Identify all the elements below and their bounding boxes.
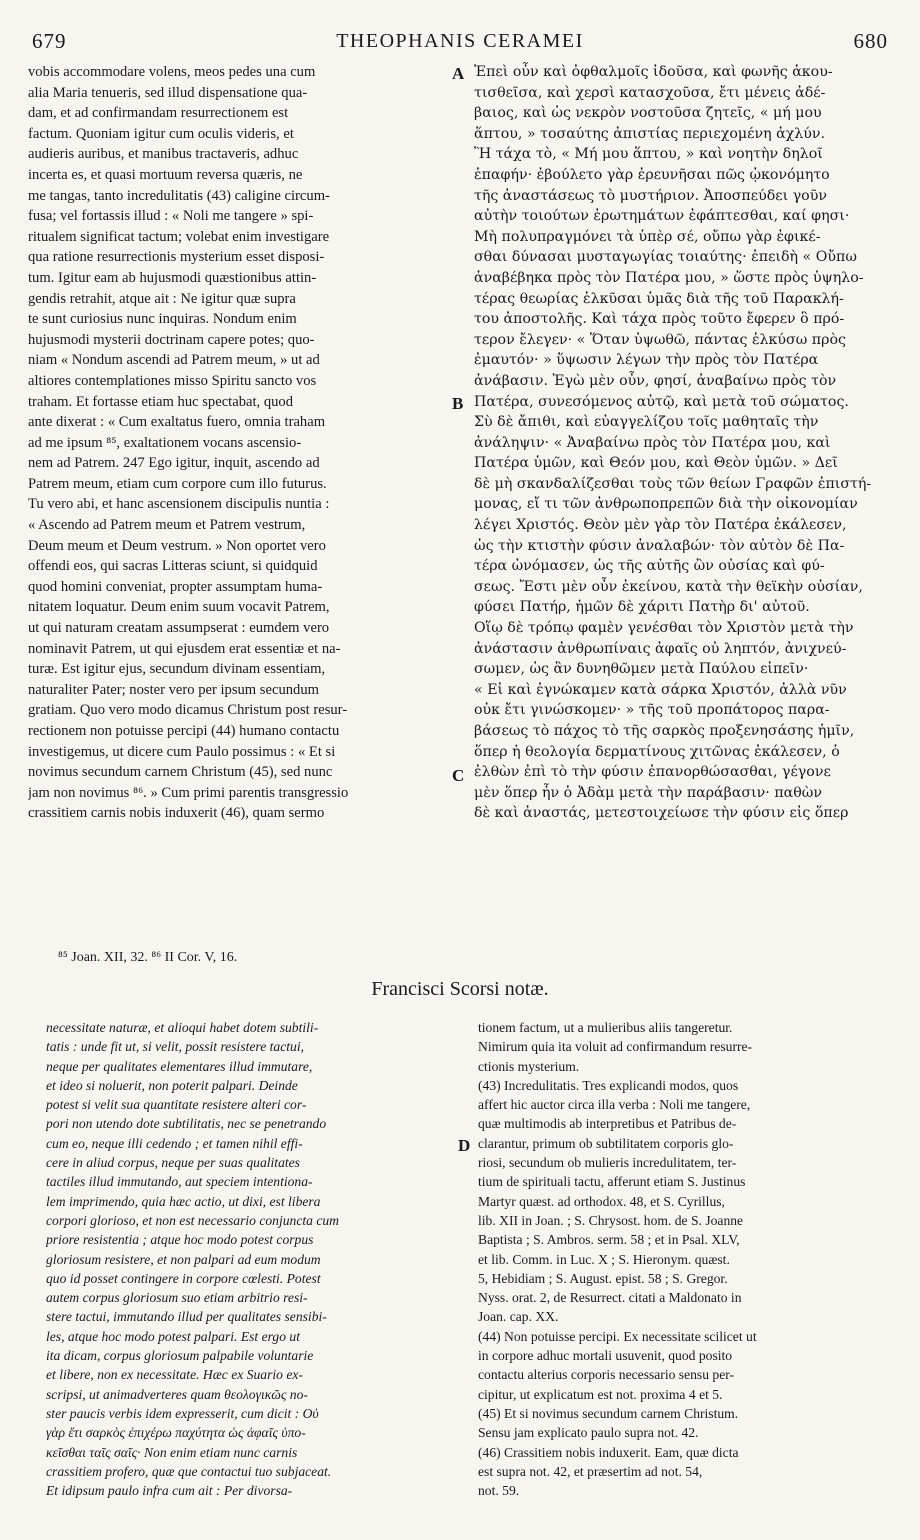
text-line: scripsi, ut animadverteres quam θεολογικῶς no- — [46, 1386, 308, 1402]
text-line: te sunt curiosius nunc inquiras. Nondum enim — [28, 311, 297, 328]
text-line: vobis accommodare volens, meos pedes una cum — [28, 64, 316, 80]
text-line: me tangas, tanto incredulitatis (43) caligine circum- — [28, 187, 330, 204]
text-line: ἐλθὼν ἐπὶ τὸ τὴν φύσιν ἐπανορθώσασθαι, γέγονε — [474, 764, 831, 781]
text-line: Ἢ τάχα τὸ, « Μή μου ἅπτου, » καὶ νοητὴν δηλοῖ — [474, 146, 823, 163]
margin-marker-b: B — [452, 394, 464, 413]
text-line: (45) Et si novimus secundum carnem Christum. — [478, 1405, 739, 1421]
text-line: ante dixerat : « Cum exaltatus fuero, omnia traham — [28, 414, 326, 431]
text-line: μὲν ὅπερ ἦν ὁ Ἀδὰμ μετὰ τὴν παράβασιν· παθὼν — [474, 784, 822, 801]
text-line: quæ multimodis ab interpretibus et Patribus de- — [478, 1116, 737, 1132]
text-line: Joan. cap. XX. — [478, 1309, 559, 1325]
text-line: ut qui naturam creatam assumpserat : eumdem vero — [28, 620, 330, 637]
text-line: turæ. Est igitur ejus, secundum divinam essentiam, — [28, 661, 326, 678]
text-line: Deum meum et Deum vestrum. » Non oportet vero — [28, 537, 326, 554]
text-line: βαιος, καὶ ὡς νεκρὸν νοστοῦσα ζητεῖς, « μή μου — [474, 105, 822, 122]
text-line: ὅπερ ἡ θεολογία δερματίνους χιτῶνας ἐκάλεσεν, ὁ — [474, 743, 840, 760]
page-number-left: 679 — [32, 28, 67, 53]
notes-section-title: Francisci Scorsi notæ. — [371, 978, 549, 1000]
text-line: potest si velit sua quantitate resistere alteri cor- — [46, 1097, 307, 1113]
text-line: Σὺ δὲ ἄπιθι, καὶ εὐαγγελίζου τοῖς μαθηταῖς τὴν — [474, 414, 819, 431]
text-line: Martyr quæst. ad orthodox. 48, et S. Cyrillus, — [478, 1193, 725, 1209]
text-line: τέρας θεωρίας ἑλκῦσαι ὑμᾶς διὰ τῆς τοῦ Παρακλή- — [474, 290, 844, 307]
text-line: Nimirum quia ita voluit ad confirmandum resurre- — [478, 1039, 753, 1055]
text-line: riosi, secundum ob mulieris incredulitatem, ter- — [478, 1155, 737, 1171]
text-line: jam non novimus ⁸⁶. » Cum primi parentis transgressio — [28, 784, 349, 801]
text-line: οὐκ ἔτι γινώσκομεν· » τῆς τοῦ προπάτορος παρα- — [474, 702, 830, 719]
text-line: qua ratione resurrectionis mysterium esset disposi- — [28, 249, 325, 266]
text-line: audieris auribus, et manibus tractaveris, adhuc — [28, 146, 299, 163]
text-line: et libere, non ex necessitate. Hæc ex Suario ex- — [46, 1367, 303, 1383]
text-line: rectionem non potuisse percipi (44) humano contactu — [28, 723, 340, 739]
text-line: naturaliter Pater; noster vero per ipsum secundum — [28, 681, 319, 698]
text-line: lem imprimendo, quia hæc actio, ut dixi, est libera — [46, 1193, 321, 1209]
text-line: novimus secundum carnem Christum (45), sed nunc — [28, 764, 333, 781]
text-line: Patrem meum, etiam cum corpore cum illo futurus. — [28, 475, 327, 492]
text-line: tum. Igitur eam ab hujusmodi quæstionibus attin- — [28, 269, 317, 286]
text-line: « Ascendo ad Patrem meum et Patrem vestrum, — [28, 517, 306, 534]
text-line: σεως. Ἔστι μὲν οὖν ἐκείνου, κατὰ τὴν θεϊκὴν οὐσίαν, — [474, 578, 863, 595]
text-line: λέγει Χριστός. Θεὸν μὲν γὰρ τὸν Πατέρα ἐκάλεσεν, — [474, 517, 847, 534]
text-line: tium de spirituali tactu, afferunt etiam S. Justinus — [478, 1174, 746, 1190]
text-line: clarantur, primum ob subtilitatem corporis glo- — [478, 1135, 734, 1151]
text-line: βάσεως τὸ πάχος τὸ τῆς σαρκὸς προξενησάσης ἡμῖν, — [474, 723, 855, 739]
page-number-right: 680 — [853, 28, 888, 53]
text-line: 5, Hebidiam ; S. August. epist. 58 ; S. Gregor. — [478, 1270, 728, 1286]
text-line: δὲ μὴ σκανδαλίζεσθαι τοὺς τῶν θείων Γραφῶν ἐπιστή- — [474, 475, 872, 492]
text-line: et ideo si noluerit, non poterit palpari. Deinde — [46, 1077, 298, 1093]
text-line: niam « Nondum ascendi ad Patrem meum, » ut ad — [28, 352, 320, 369]
text-line: les, atque hoc modo potest palpari. Est ergo ut — [46, 1328, 300, 1344]
text-line: τισθεῖσα, καὶ χερσὶ κατασχοῦσα, ἔτι μένεις ἀδέ- — [474, 84, 826, 101]
text-line: Πατέρα, συνεσόμενος αὐτῷ, καὶ μετὰ τοῦ σώματος. — [474, 393, 849, 410]
text-line: ἀνάβασιν. Ἐγὼ μὲν οὖν, φησί, ἀναβαίνω πρὸς τὸν — [474, 372, 837, 389]
text-line: (46) Crassitiem nobis induxerit. Eam, quæ dicta — [478, 1444, 739, 1460]
text-line: factum. Quoniam igitur cum oculis videris, et — [28, 125, 294, 142]
greek-text-column — [474, 62, 892, 824]
page-header — [32, 26, 888, 56]
text-line: priore resistentia ; atque hoc modo potest corpus — [46, 1232, 314, 1248]
text-line: δὲ καὶ ἀναστάς, μετεστοιχείωσε τὴν φύσιν εἰς ὅπερ — [474, 805, 849, 822]
text-line: ἐπαφήν· ἐβούλετο γὰρ ἐρευνῆσαι πῶς ᾠκονόμητο — [474, 166, 830, 183]
margin-marker-a: A — [452, 64, 465, 83]
text-line: pori non utendo dote subtilitatis, nec se penetrando — [46, 1116, 327, 1132]
text-line: Πατέρα ὑμῶν, καὶ Θεόν μου, καὶ Θεὸν ὑμῶν. » Δεῖ — [474, 455, 838, 472]
text-line: cum eo, neque illi cedendo ; et tamen nihil effi- — [46, 1135, 303, 1151]
text-line: neque per qualitates elementares illud immutare, — [46, 1058, 313, 1074]
text-line: affert hic auctor circa illa verba : Noli me tangere, — [478, 1097, 751, 1113]
text-line: αὐτὴν τοιούτων ἐρωτημάτων ἐφάπτεσθαι, καί φησι· — [474, 208, 850, 225]
text-line: altiores contemplationes misso Spiritu sancto vos — [28, 372, 317, 389]
text-line: traham. Et fortasse etiam huc spectabat, quod — [28, 393, 294, 410]
text-line: autem corpus gloriosum suo etiam arbitrio resi- — [46, 1290, 308, 1306]
footnotes: ⁸⁵ Joan. XII, 32. ⁸⁶ II Cor. V, 16. — [58, 950, 238, 965]
text-line: ἀνάστασιν ἀνθρωπίναις ἀφαῖς οὐ ληπτόν, ἀνιχνεύ- — [474, 640, 847, 657]
text-line: tactiles illud immutando, aut speciem intentiona- — [46, 1174, 313, 1190]
text-line: et lib. Comm. in Luc. X ; S. Hieronym. quæst. — [478, 1251, 730, 1267]
text-line: alia Maria tenueris, sed illud dispensatione qua- — [28, 84, 308, 101]
running-title: THEOPHANIS CERAMEI — [336, 29, 584, 52]
text-line: crassitiem profero, quæ que contactui tuo subjaceat. — [46, 1463, 332, 1479]
text-line: ster paucis verbis idem expresserit, cum dicit : Οὐ — [46, 1405, 319, 1421]
text-line: in corpore adhuc mortali usuvenit, quod posito — [478, 1348, 733, 1364]
text-line: hujusmodi mysterii doctrinam capere potes; quo- — [28, 331, 315, 348]
text-line: Ἐπεὶ οὖν καὶ ὀφθαλμοῖς ἰδοῦσα, καὶ φωνῆς ἀκου- — [474, 64, 833, 80]
text-line: investigemus, ut dicere cum Paulo possimus : « Et si — [28, 743, 336, 760]
text-line: Et idipsum paulo infra cum ait : Per divorsa- — [46, 1483, 293, 1499]
text-line: not. 59. — [478, 1483, 520, 1499]
text-line: nitatem loquatur. Deum enim suum vocavit Patrem, — [28, 599, 330, 616]
text-line: σθαι δύνασαι μυσταγωγίας τοιαύτης· ἐπειδὴ « Οὔπω — [474, 249, 857, 266]
text-line: Οἵῳ δὲ τρόπῳ φαμὲν γενέσθαι τὸν Χριστὸν μετὰ τὴν — [474, 620, 854, 637]
margin-marker-c: C — [452, 766, 465, 785]
text-line: est supra not. 42, et præsertim ad not. 54, — [478, 1463, 703, 1479]
text-line: gloriosum resistere, et non palpari ad eum modum — [46, 1251, 321, 1267]
text-line: φύσει Πατήρ, ἡμῶν δὲ χάριτι Πατὴρ δι' αὐτοῦ. — [474, 599, 810, 616]
text-line: ὡς τὴν κτιστὴν φύσιν ἀναλαβών· τὸν αὐτὸν δὲ Πα- — [474, 537, 845, 554]
text-line: nominavit Patrem, ut qui ejusdem erat essentiæ et na- — [28, 640, 341, 657]
text-line: dam, et ad confirmandam resurrectionem est — [28, 105, 289, 122]
text-line: (43) Incredulitatis. Tres explicandi modos, quos — [478, 1077, 739, 1093]
text-line: « Εἰ καὶ ἐγνώκαμεν κατὰ σάρκα Χριστόν, ἀλλὰ νῦν — [474, 681, 847, 698]
text-line: gratiam. Quo vero modo dicamus Christum post resur- — [28, 702, 348, 719]
text-line: incerta es, et quasi mortuum reversa quæris, ne — [28, 166, 303, 183]
text-line: Tu vero abi, et hanc ascensionem discipulis nuntia : — [28, 496, 330, 513]
text-line: ita dicam, corpus gloriosum palpabile voluntarie — [46, 1348, 314, 1364]
text-line: (44) Non potuisse percipi. Ex necessitate scilicet ut — [478, 1328, 757, 1344]
text-line: τερον ἔλεγεν· « Ὅταν ὑψωθῶ, πάντας ἑλκύσω πρὸς — [474, 331, 846, 348]
text-line: quod homini conveniat, propter assumptam huma- — [28, 578, 323, 595]
notes-right-column — [478, 1018, 892, 1500]
text-line: ad me ipsum ⁸⁵, exaltationem vocans ascensio- — [28, 434, 302, 451]
text-line: gendis retrahit, atque ait : Ne igitur quæ supra — [28, 290, 296, 307]
text-line: τῆς ἀναστάσεως τὸ μυστήριον. Ἀποσπεύδει γοῦν — [474, 187, 827, 204]
text-line: crassitiem carnis nobis induxerit (46), quam sermo — [28, 805, 325, 822]
text-line: contactu alterius corporis necessario sensu per- — [478, 1367, 735, 1383]
text-line: nem ad Patrem. 247 Ego igitur, inquit, ascendo ad — [28, 455, 320, 472]
text-line: tionem factum, ut a mulieribus aliis tangeretur. — [478, 1020, 733, 1035]
text-line: του ἀποστολῆς. Καὶ τάχα πρὸς τοῦτο ἔφερεν ὃ πρό- — [474, 311, 845, 328]
text-line: cipitur, ut explicatum est not. proxima 4 et 5. — [478, 1386, 723, 1402]
text-line: fusa; vel fortassis illud : « Noli me tangere » spi- — [28, 208, 314, 225]
latin-text-column — [28, 62, 458, 824]
text-line: tatis : unde fit ut, si velit, possit resistere tactui, — [46, 1039, 305, 1055]
text-line: lib. XII in Joan. ; S. Chrysost. hom. de S. Joanne — [478, 1212, 744, 1228]
text-line: necessitate naturæ, et alioqui habet dotem subtili- — [46, 1020, 319, 1035]
text-line: quo id posset contingere in corpore cœlesti. Potest — [46, 1270, 321, 1286]
notes-left-column — [46, 1018, 456, 1500]
margin-marker-d: D — [458, 1136, 471, 1155]
text-line: κεῖσθαι ταῖς σαῖς· Non enim etiam nunc carnis — [46, 1444, 298, 1460]
text-line: cere in aliud corpus, neque per suas qualitates — [46, 1155, 300, 1171]
text-line: τέρα ὠνόμασεν, ὡς τῆς αὐτῆς ὢν οὐσίας καὶ φύ- — [474, 558, 825, 575]
text-line: offendi eos, qui sacras Litteras sciunt, si quidquid — [28, 558, 318, 575]
text-line: σωμεν, ὡς ἂν δυνηθῶμεν μετὰ Παύλου εἰπεῖν· — [474, 661, 809, 678]
text-line: ἀναβέβηκα πρὸς τὸν Πατέρα μου, » ὥστε πρὸς ὑψηλο- — [474, 269, 864, 286]
text-line: ἀνάληψιν· « Ἀναβαίνω πρὸς τὸν Πατέρα μου, καὶ — [474, 434, 831, 451]
text-line: μονας, εἴ τι τῶν ἀνθρωποπρεπῶν διὰ τὴν οἰκονομίαν — [474, 496, 858, 513]
text-line: ctionis mysterium. — [478, 1058, 580, 1074]
text-line: Μὴ πολυπραγμόνει τὰ ὑπὲρ σέ, οὔπω γὰρ ἐφικέ- — [474, 228, 821, 245]
text-line: Nyss. orat. 2, de Resurrect. citati a Maldonato in — [478, 1290, 742, 1306]
text-line: ritualem significat tactum; volebat enim investigare — [28, 228, 330, 245]
text-line: corpori glorioso, et non est necessario conjuncta cum — [46, 1212, 339, 1228]
text-line: Baptista ; S. Ambros. serm. 58 ; et in Psal. XLV, — [478, 1232, 740, 1248]
text-line: ἐμαυτόν· » ὕψωσιν λέγων τὴν πρὸς τὸν Πατέρα — [474, 352, 819, 369]
text-line: ἅπτου, » τοσαύτης ἀπιστίας περιεχομένη ἀχλύν. — [474, 125, 826, 142]
text-line: γὰρ ἔτι σαρκὸς ἐπιχέρω παχύτητα ὡς ἀφαῖς ὑπο- — [46, 1425, 306, 1441]
text-line: Sensu jam explicato paulo supra not. 42. — [478, 1425, 699, 1441]
text-line: stere tactui, immutando illud per qualitates sensibi- — [46, 1309, 327, 1325]
